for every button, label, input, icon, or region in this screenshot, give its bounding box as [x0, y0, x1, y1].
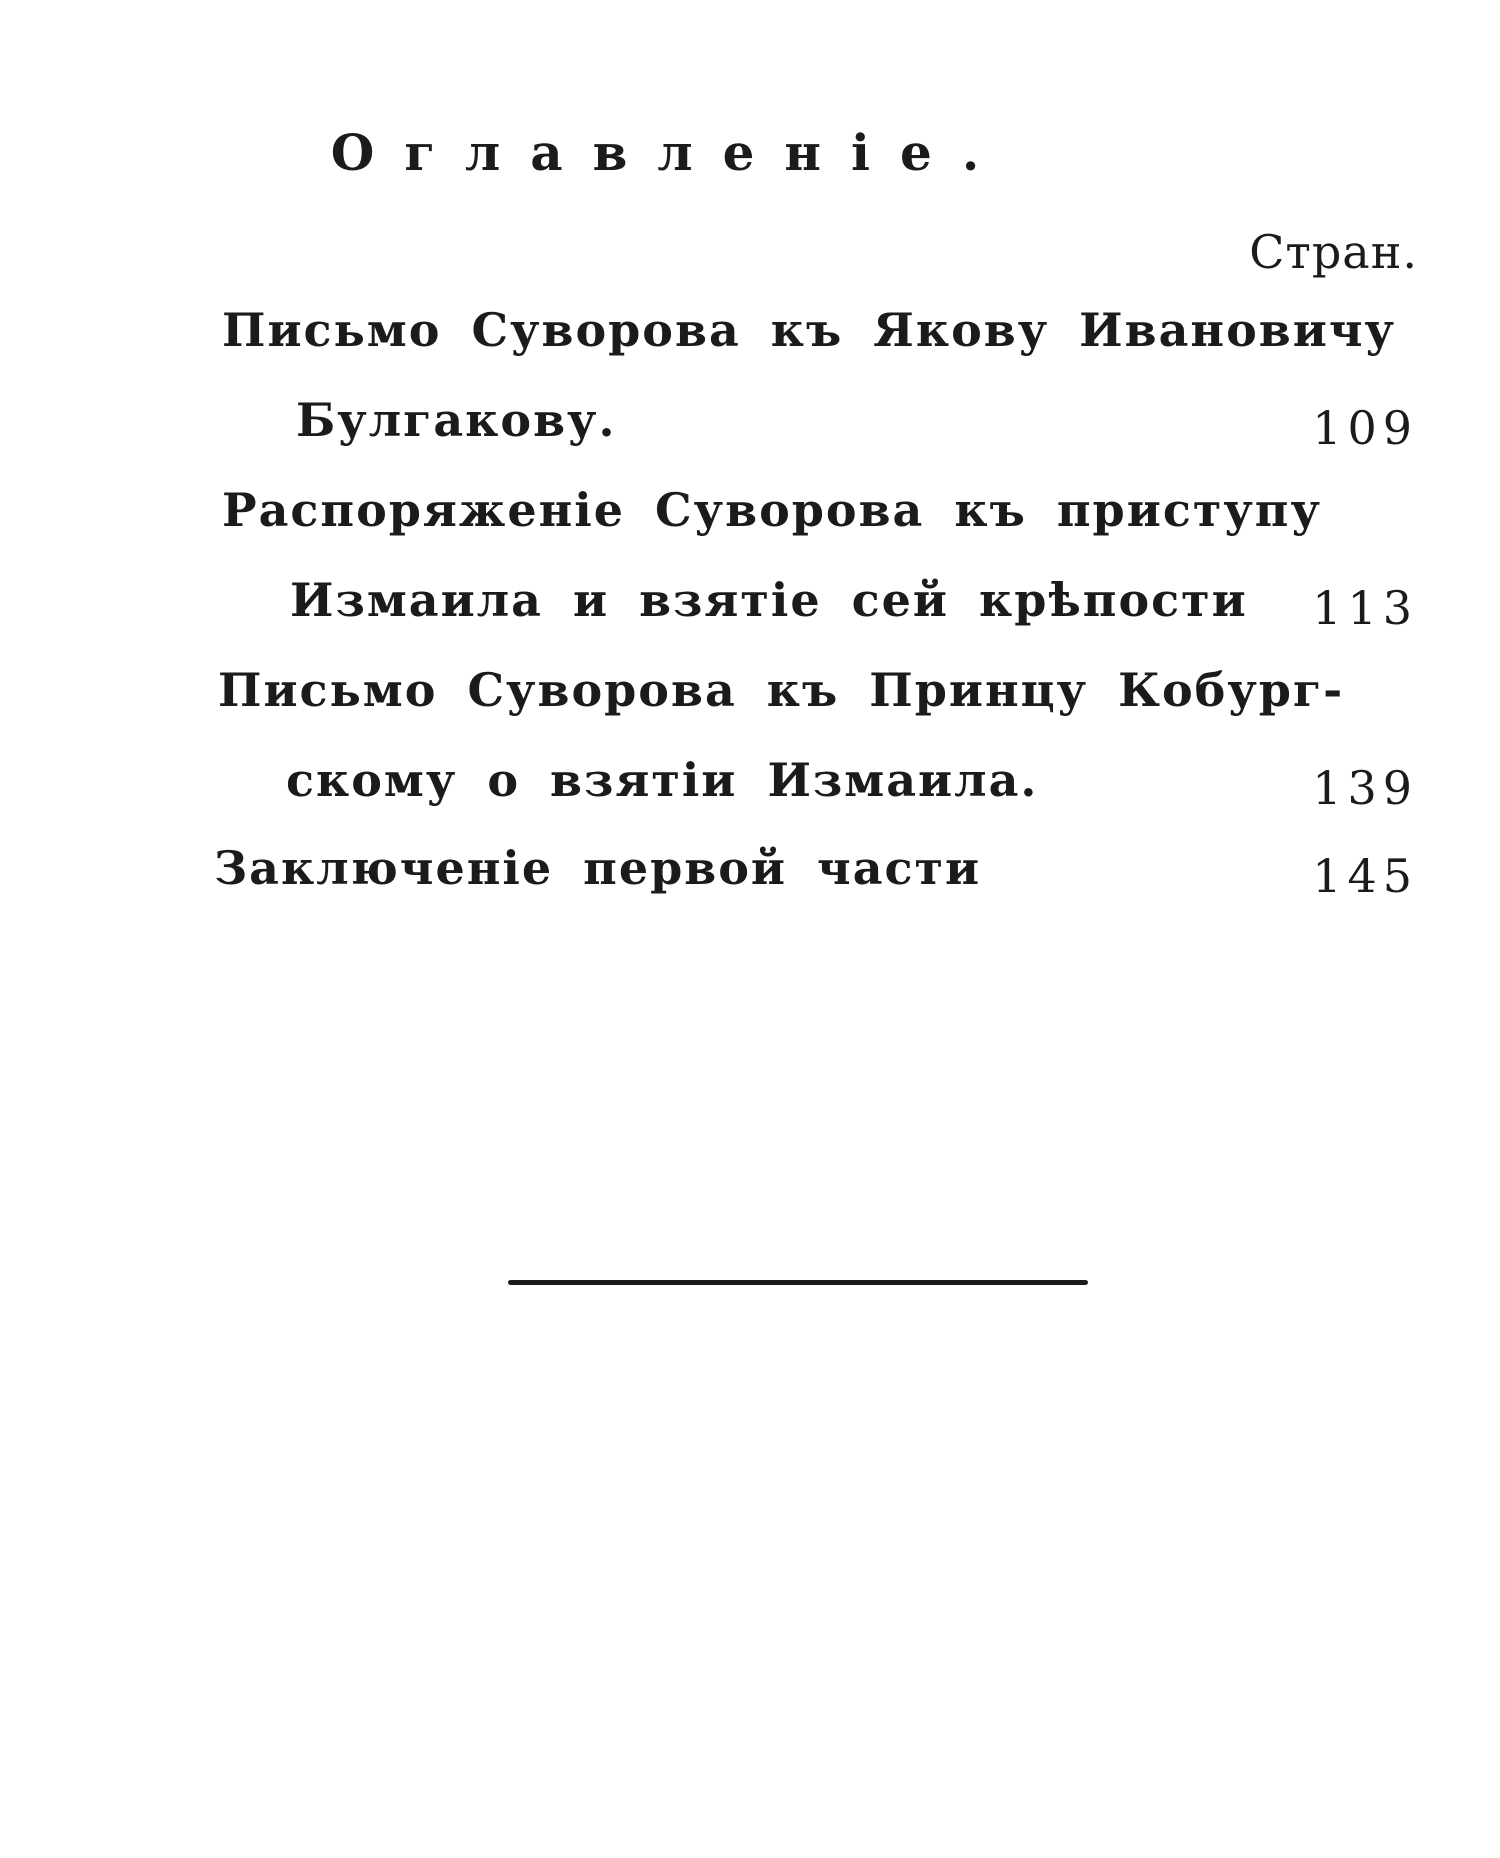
page-title: Оглавленіе.: [330, 123, 1010, 182]
toc-entry-2-line-1: Распоряженіе Суворова къ приступу: [222, 483, 1322, 537]
toc-entry-3-line-1: Письмо Суворова къ Принцу Кобург-: [218, 663, 1345, 717]
page-column-header: Стран.: [1249, 225, 1418, 279]
closing-rule-divider: [508, 1280, 1088, 1285]
toc-entry-4-line-1: Заключеніе первой части: [214, 841, 982, 895]
toc-entry-3-line-2: скому о взятіи Измаила.: [286, 753, 1039, 807]
toc-entry-1-page: 109: [1312, 401, 1418, 455]
toc-entry-2-line-2: Измаила и взятіе сей крѣпости: [290, 573, 1248, 627]
toc-entry-4-page: 145: [1312, 849, 1418, 903]
toc-entry-3-page: 139: [1312, 761, 1418, 815]
toc-entry-1-line-2: Булгакову.: [296, 393, 617, 447]
toc-entry-1-line-1: Письмо Суворова къ Якову Ивановичу: [222, 303, 1396, 357]
toc-entry-2-page: 113: [1312, 581, 1418, 635]
